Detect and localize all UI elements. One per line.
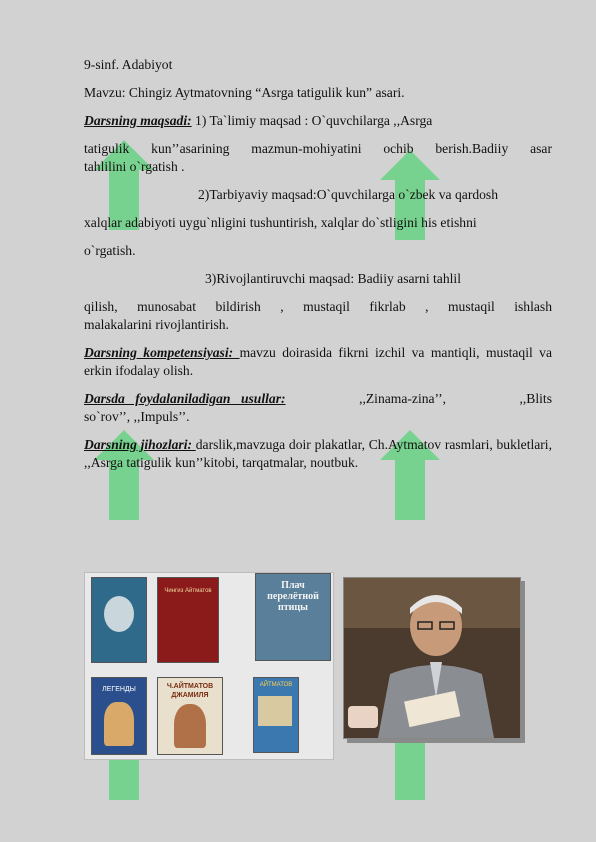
goal-line-8: qilish, munosabat bildirish , mustaqil fikrlab , mustaqil ishlash [84, 299, 552, 314]
book-cover [91, 577, 147, 663]
goal-line-4: 2)Tarbiyaviy maqsad:O`quvchilarga o`zbek va qardosh [198, 187, 499, 202]
methods-line-1: Darsda foydalaniladigan usullar: ,,Zinama-zina’’, ,,Blits [84, 391, 552, 406]
goal-line-6: o`rgatish. [84, 243, 136, 258]
goal-line-1: Darsning maqsadi: 1) Ta`limiy maqsad : O`quvchilarga ,,Asrga [84, 113, 433, 128]
equipment-paragraph: Darsning jihozlari: darslik,mavzuga doir plakatlar, Ch.Aytmatov rasmlari, bukletlari, ,,Asrga tatigulik kun’’kitobi, tarqatmalar, noutbuk. [84, 437, 552, 470]
book-cover: Плач перелётной птицы [255, 573, 331, 661]
goal-line-5: xalqlar adabiyoti uygu`nligini tushuntirish, xalqlar do`stligini his etishni [84, 215, 477, 230]
lesson-topic: Mavzu: Chingiz Aytmatovning “Asrga tatigulik kun” asari. [84, 85, 405, 100]
goal-line-9: malakalarini rivojlantirish. [84, 317, 229, 332]
goal-label: Darsning maqsadi: [84, 113, 192, 128]
document-body [84, 56, 552, 472]
book-cover: Чингиз Айтматов [157, 577, 219, 663]
methods-label: Darsda foydalaniladigan usullar: [84, 391, 286, 406]
competence-label: Darsning kompetensiyasi: [84, 345, 240, 360]
book-cover: Ч.АЙТМАТОВ ДЖАМИЛЯ [157, 677, 223, 755]
book-covers-image [84, 572, 334, 760]
equipment-label: Darsning jihozlari: [84, 437, 196, 452]
methods-line-2: so`rov’’, ,,Impuls’’. [84, 409, 190, 424]
goal-line-7: 3)Rivojlantiruvchi maqsad: Badiiy asarni tahlil [205, 271, 461, 286]
goal-line-3: tahlilini o`rgatish . [84, 159, 185, 174]
competence-paragraph: Darsning kompetensiyasi: mavzu doirasida fikrni izchil va mantiqli, mustaqil va erkin ifodalay olish. [84, 345, 553, 378]
book-cover: АЙТМАТОВ [253, 677, 299, 753]
book-cover: ЛЕГЕНДЫ [91, 677, 147, 755]
document-header: 9-sinf. Adabiyot [84, 57, 173, 72]
author-photo [343, 577, 521, 739]
goal-line-2: tatigulik kun’’asarining mazmun-mohiyatini ochib berish.Badiiy asar [84, 141, 552, 156]
